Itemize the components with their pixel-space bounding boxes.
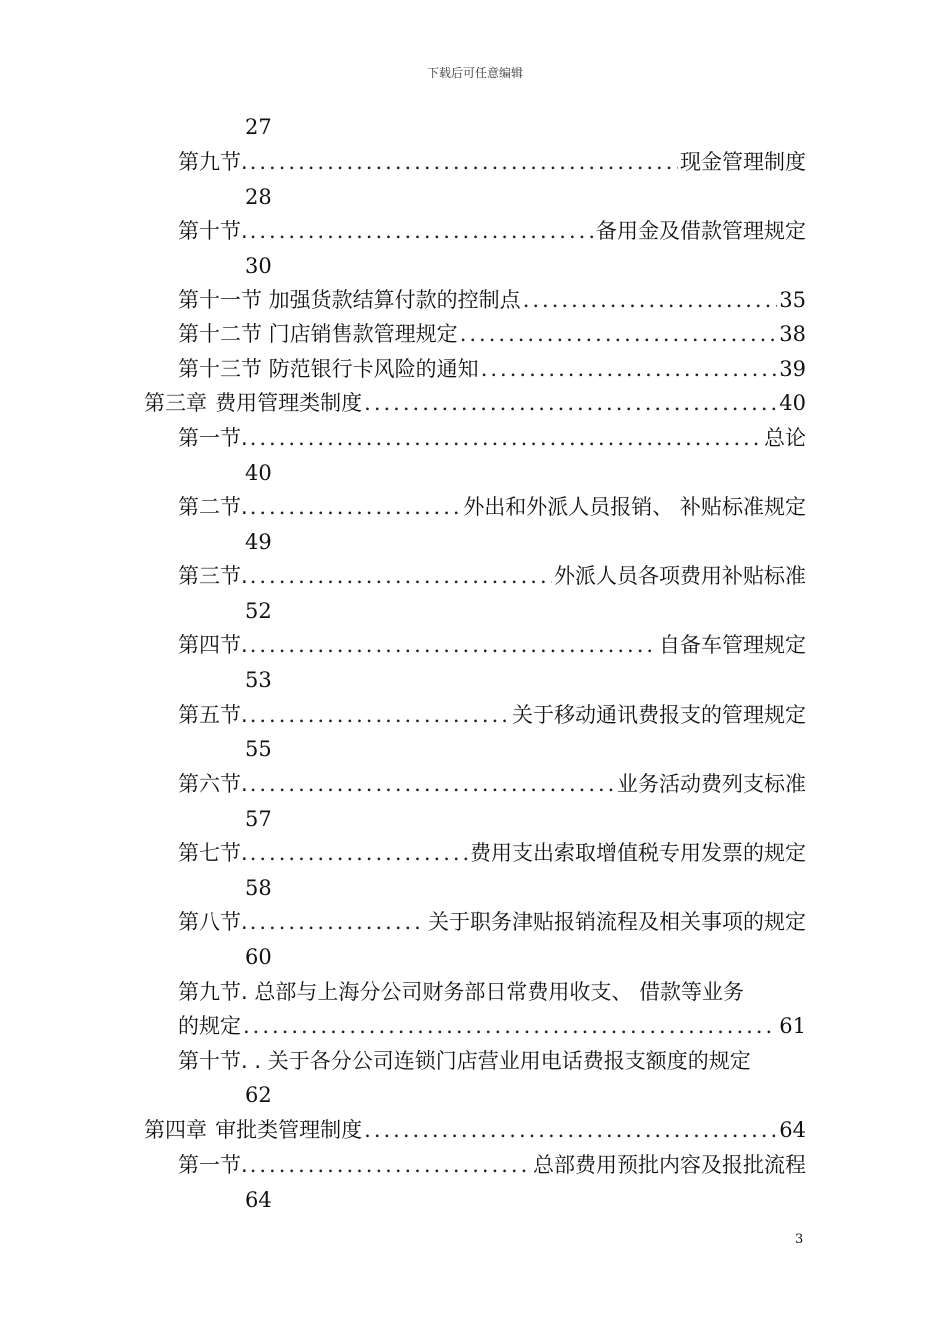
toc-page-number: 61	[779, 1014, 806, 1038]
toc-entry[interactable]	[178, 628, 806, 662]
toc-chapter-label: 第三章	[144, 391, 207, 415]
toc-section-label: 第一节.	[178, 426, 248, 450]
toc-page-number: 30	[245, 254, 272, 278]
page-number-footer: 3	[795, 1232, 804, 1247]
toc-section-title: 业务活动费列支标准	[617, 772, 806, 796]
toc-leader-dots	[250, 767, 615, 801]
toc-chapter-entry[interactable]	[144, 386, 806, 420]
toc-leader-dots	[364, 1113, 777, 1147]
toc-page-number: 38	[779, 322, 806, 346]
toc-entry-continuation[interactable]	[178, 1009, 806, 1043]
toc-entry[interactable]	[178, 1148, 806, 1182]
toc-leader-dots	[523, 283, 778, 317]
toc-section-title: 总部费用预批内容及报批流程	[533, 1153, 806, 1177]
toc-page-number: 57	[245, 807, 272, 831]
toc-entry[interactable]	[178, 352, 806, 386]
toc-entry[interactable]	[178, 975, 806, 1009]
toc-section-label: 第六节.	[178, 772, 248, 796]
toc-leader-dots	[250, 145, 678, 179]
toc-leader-dots	[250, 905, 426, 939]
toc-entry[interactable]	[178, 317, 806, 351]
toc-chapter-title: 费用管理类制度	[215, 391, 363, 415]
toc-section-title: 外出和外派人员报销、 补贴标准规定	[463, 495, 806, 519]
toc-page-number: 39	[779, 357, 806, 381]
toc-page-number: 55	[245, 737, 272, 761]
toc-leader-dots	[243, 1009, 777, 1043]
toc-chapter-entry[interactable]	[144, 1113, 806, 1147]
toc-leader-dots	[460, 317, 778, 351]
toc-section-label: 第四节.	[178, 633, 248, 657]
toc-page-number: 27	[245, 115, 272, 139]
toc-entry[interactable]	[178, 698, 806, 732]
toc-leader-dots	[250, 559, 552, 593]
toc-page-number: 52	[245, 599, 272, 623]
toc-leader-dots	[250, 628, 657, 662]
toc-section-label: 第八节.	[178, 910, 248, 934]
toc-page-number: 40	[245, 461, 272, 485]
toc-page-number: 64	[245, 1188, 272, 1212]
toc-section-title: 自备车管理规定	[659, 633, 806, 657]
toc-section-label: 第三节.	[178, 564, 248, 588]
toc-leader-dots	[364, 386, 777, 420]
toc-leader-dots	[250, 836, 468, 870]
toc-section-label: 第一节.	[178, 1153, 248, 1177]
toc-page-number: 60	[245, 945, 272, 969]
toc-chapter-label: 第四章	[144, 1118, 207, 1142]
toc-entry[interactable]	[178, 767, 806, 801]
toc-page-number: 62	[245, 1083, 272, 1107]
toc-entry[interactable]	[178, 145, 806, 179]
toc-entry[interactable]	[178, 421, 806, 455]
toc-section-title: 现金管理制度	[680, 150, 806, 174]
toc-page-number: 64	[779, 1118, 806, 1142]
toc-page-number: 53	[245, 668, 272, 692]
toc-entry[interactable]	[178, 905, 806, 939]
toc-chapter-title: 审批类管理制度	[215, 1118, 363, 1142]
toc-entry[interactable]	[178, 559, 806, 593]
toc-section-label: 第九节.	[178, 150, 248, 174]
toc-section-title: 第十一节 加强货款结算付款的控制点	[178, 288, 521, 312]
toc-section-title: 第十节. . 关于各分公司连锁门店营业用电话费报支额度的规定	[178, 1049, 751, 1073]
toc-section-title: 外派人员各项费用补贴标准	[554, 564, 806, 588]
toc-entry[interactable]	[178, 490, 806, 524]
toc-section-label: 第二节.	[178, 495, 248, 519]
toc-section-title: 关于移动通讯费报支的管理规定	[512, 703, 806, 727]
toc-entry[interactable]	[178, 836, 806, 870]
toc-section-title: 的规定	[178, 1014, 241, 1038]
toc-section-title: 关于职务津贴报销流程及相关事项的规定	[428, 910, 806, 934]
toc-entry[interactable]	[178, 1044, 806, 1078]
toc-page-number: 49	[245, 530, 272, 554]
toc-section-label: 第五节.	[178, 703, 248, 727]
toc-leader-dots	[250, 214, 594, 248]
toc-page-number: 40	[779, 391, 806, 415]
toc-section-title: 费用支出索取增值税专用发票的规定	[470, 841, 806, 865]
toc-leader-dots	[250, 1148, 531, 1182]
toc-leader-dots	[250, 490, 462, 524]
toc-leader-dots	[250, 698, 510, 732]
toc-section-label: 第十节.	[178, 219, 248, 243]
toc-page-number: 35	[779, 288, 806, 312]
toc-entry[interactable]	[178, 283, 806, 317]
toc-section-title: 第九节. 总部与上海分公司财务部日常费用收支、 借款等业务	[178, 980, 745, 1004]
toc-section-title: 第十二节 门店销售款管理规定	[178, 322, 458, 346]
page-header: 下载后可任意编辑	[426, 66, 523, 80]
toc-section-title: 总论	[764, 426, 806, 450]
toc-page-number: 58	[245, 876, 272, 900]
toc-leader-dots	[481, 352, 778, 386]
toc-section-title: 备用金及借款管理规定	[596, 219, 806, 243]
toc-section-label: 第七节.	[178, 841, 248, 865]
toc-section-title: 第十三节 防范银行卡风险的通知	[178, 357, 479, 381]
toc-entry[interactable]	[178, 214, 806, 248]
toc-leader-dots	[250, 421, 762, 455]
toc-page-number: 28	[245, 185, 272, 209]
